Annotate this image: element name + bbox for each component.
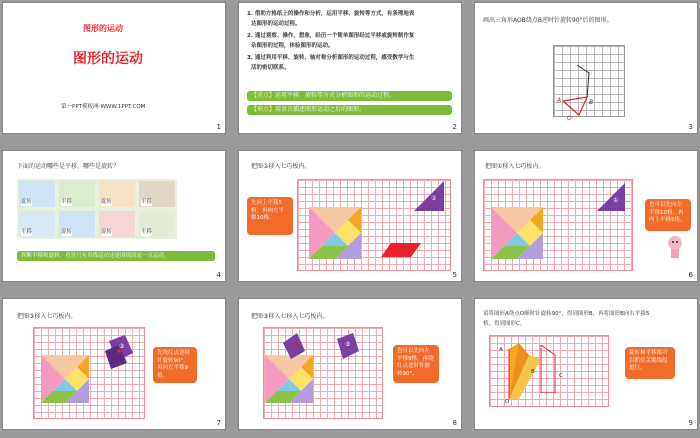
example-label: 旋转	[101, 199, 113, 205]
key-point-bar	[247, 91, 452, 101]
slide-instruction: 请将图形A绕点O顺时针旋转90°，得到图形B，再将图形B向右平移5	[483, 311, 650, 317]
slide-5[interactable]	[238, 150, 462, 282]
example-card	[99, 181, 135, 207]
slide-footer: 第一PPT模板网-WWW.1PPT.COM	[61, 104, 146, 110]
hint-bubble: 先绕红点逆时针旋转90°，再向左平移9格。	[153, 347, 197, 383]
objective-line: 1. 借助方格纸上的操作和分析，运用平移、旋转等方式，有条理地表	[247, 11, 415, 17]
hint-bubble: 旋转和平移都可以抓住关键线段进行。	[625, 347, 675, 379]
slide-number: 5	[452, 271, 457, 279]
slide-number: 2	[452, 123, 457, 131]
piece-3-rotation	[283, 333, 313, 359]
example-card	[139, 211, 175, 237]
tangram-square	[491, 207, 543, 259]
slide-number: 6	[688, 271, 693, 279]
point-label-b: B	[589, 99, 594, 106]
shape-label-c: C	[559, 373, 563, 379]
example-card	[59, 181, 95, 207]
example-card	[59, 211, 95, 237]
objective-line: 2. 通过观察、操作、想象，经历一个简单图形经过平移或旋转制作复	[247, 33, 415, 39]
example-card	[19, 211, 55, 237]
slide-instruction: 把图③移入七移入七巧板内。	[251, 313, 329, 320]
hint-bubble: 也可以先向左平移10格，再向上平移5格。	[645, 199, 691, 231]
hint-bubble: 先向上平移5格，再向左平移10格。	[247, 197, 293, 235]
difficulty-text: 用语言描述图形运动之后的图形。	[275, 106, 366, 113]
objective-line: 达图形的运动过程。	[251, 21, 301, 27]
slide-number: 9	[688, 419, 693, 427]
piece-label: ②	[431, 195, 437, 202]
tangram-square	[41, 355, 89, 403]
tangram-square	[265, 355, 313, 403]
piece-label: ③	[119, 343, 125, 350]
slide-3[interactable]	[474, 2, 698, 134]
slide-instruction: 格，得到图形C。	[483, 321, 526, 327]
piece-2-triangle	[414, 181, 444, 211]
example-label: 平移	[141, 229, 153, 235]
slide-8[interactable]	[238, 298, 462, 430]
piece-3-rotation	[105, 335, 133, 369]
pencil-mascot-icon	[665, 235, 685, 261]
example-label: 旋转	[61, 229, 73, 235]
key-tag: 【重点】	[251, 92, 276, 99]
slide-instruction: 把图②移入七巧板内。	[251, 163, 311, 170]
slide-1[interactable]	[2, 2, 226, 134]
objective-line: 杂图形的过程，体验图形的运动。	[251, 43, 334, 49]
piece-label: ①	[613, 197, 619, 204]
point-label-o: O	[567, 115, 572, 122]
slide-instruction: 把图①移入七巧板内。	[485, 163, 545, 170]
slide-9[interactable]	[474, 298, 698, 430]
point-label-o: O	[505, 399, 510, 405]
hint-bar: 判断平移和旋转，看是只有直线运动还是围绕固定一点运动。	[17, 251, 215, 261]
slide-number: 1	[216, 123, 221, 131]
objective-line: 3. 通过利用平移、旋转、轴对称分析图形的运动过程，感受数学与生	[247, 55, 415, 61]
piece-1-triangle	[597, 183, 625, 211]
example-label: 旋转	[21, 199, 33, 205]
example-card	[139, 181, 175, 207]
slide-6[interactable]	[474, 150, 698, 282]
objective-line: 活的密切联系。	[251, 65, 290, 71]
red-parallelogram	[381, 243, 421, 257]
hint-bubble: 也可以先向左平移9格，再绕红点逆时针旋转90°。	[393, 345, 439, 383]
difficulty-bar	[247, 105, 452, 115]
slide-7[interactable]	[2, 298, 226, 430]
example-label: 平移	[21, 229, 33, 235]
key-text: 运用平移、旋转等方式分析图形的运动过程。	[275, 92, 396, 99]
slide-2[interactable]	[238, 2, 462, 134]
point-label-a: A	[557, 97, 562, 104]
motion-examples-grid	[17, 179, 177, 239]
example-label: 旋转	[101, 229, 113, 235]
difficulty-tag: 【难点】	[251, 106, 276, 113]
slide-title: 图形的运动	[73, 51, 143, 67]
piece-label: ③	[345, 341, 351, 348]
slide-instruction: 画出三角形AOB绕点B逆时针旋转90°后的图形。	[483, 17, 613, 24]
example-card	[19, 181, 55, 207]
example-label: 平移	[61, 199, 73, 205]
example-card	[99, 211, 135, 237]
figure-c	[537, 345, 557, 393]
slide-number: 4	[216, 271, 221, 279]
shape-label-b: B	[531, 369, 535, 375]
example-label: 平移	[141, 199, 153, 205]
tangram-square	[309, 207, 361, 259]
slide-4[interactable]	[2, 150, 226, 282]
shape-label-a: A	[499, 347, 503, 353]
slide-question: 下面的运动哪些是平移，哪些是旋转？	[17, 163, 120, 170]
slide-number: 3	[688, 123, 693, 131]
slide-number: 7	[216, 419, 221, 427]
slide-subtitle: 图形的运动	[83, 24, 123, 33]
slide-number: 8	[452, 419, 457, 427]
slide-instruction: 把图③移入七巧板内。	[17, 313, 77, 320]
